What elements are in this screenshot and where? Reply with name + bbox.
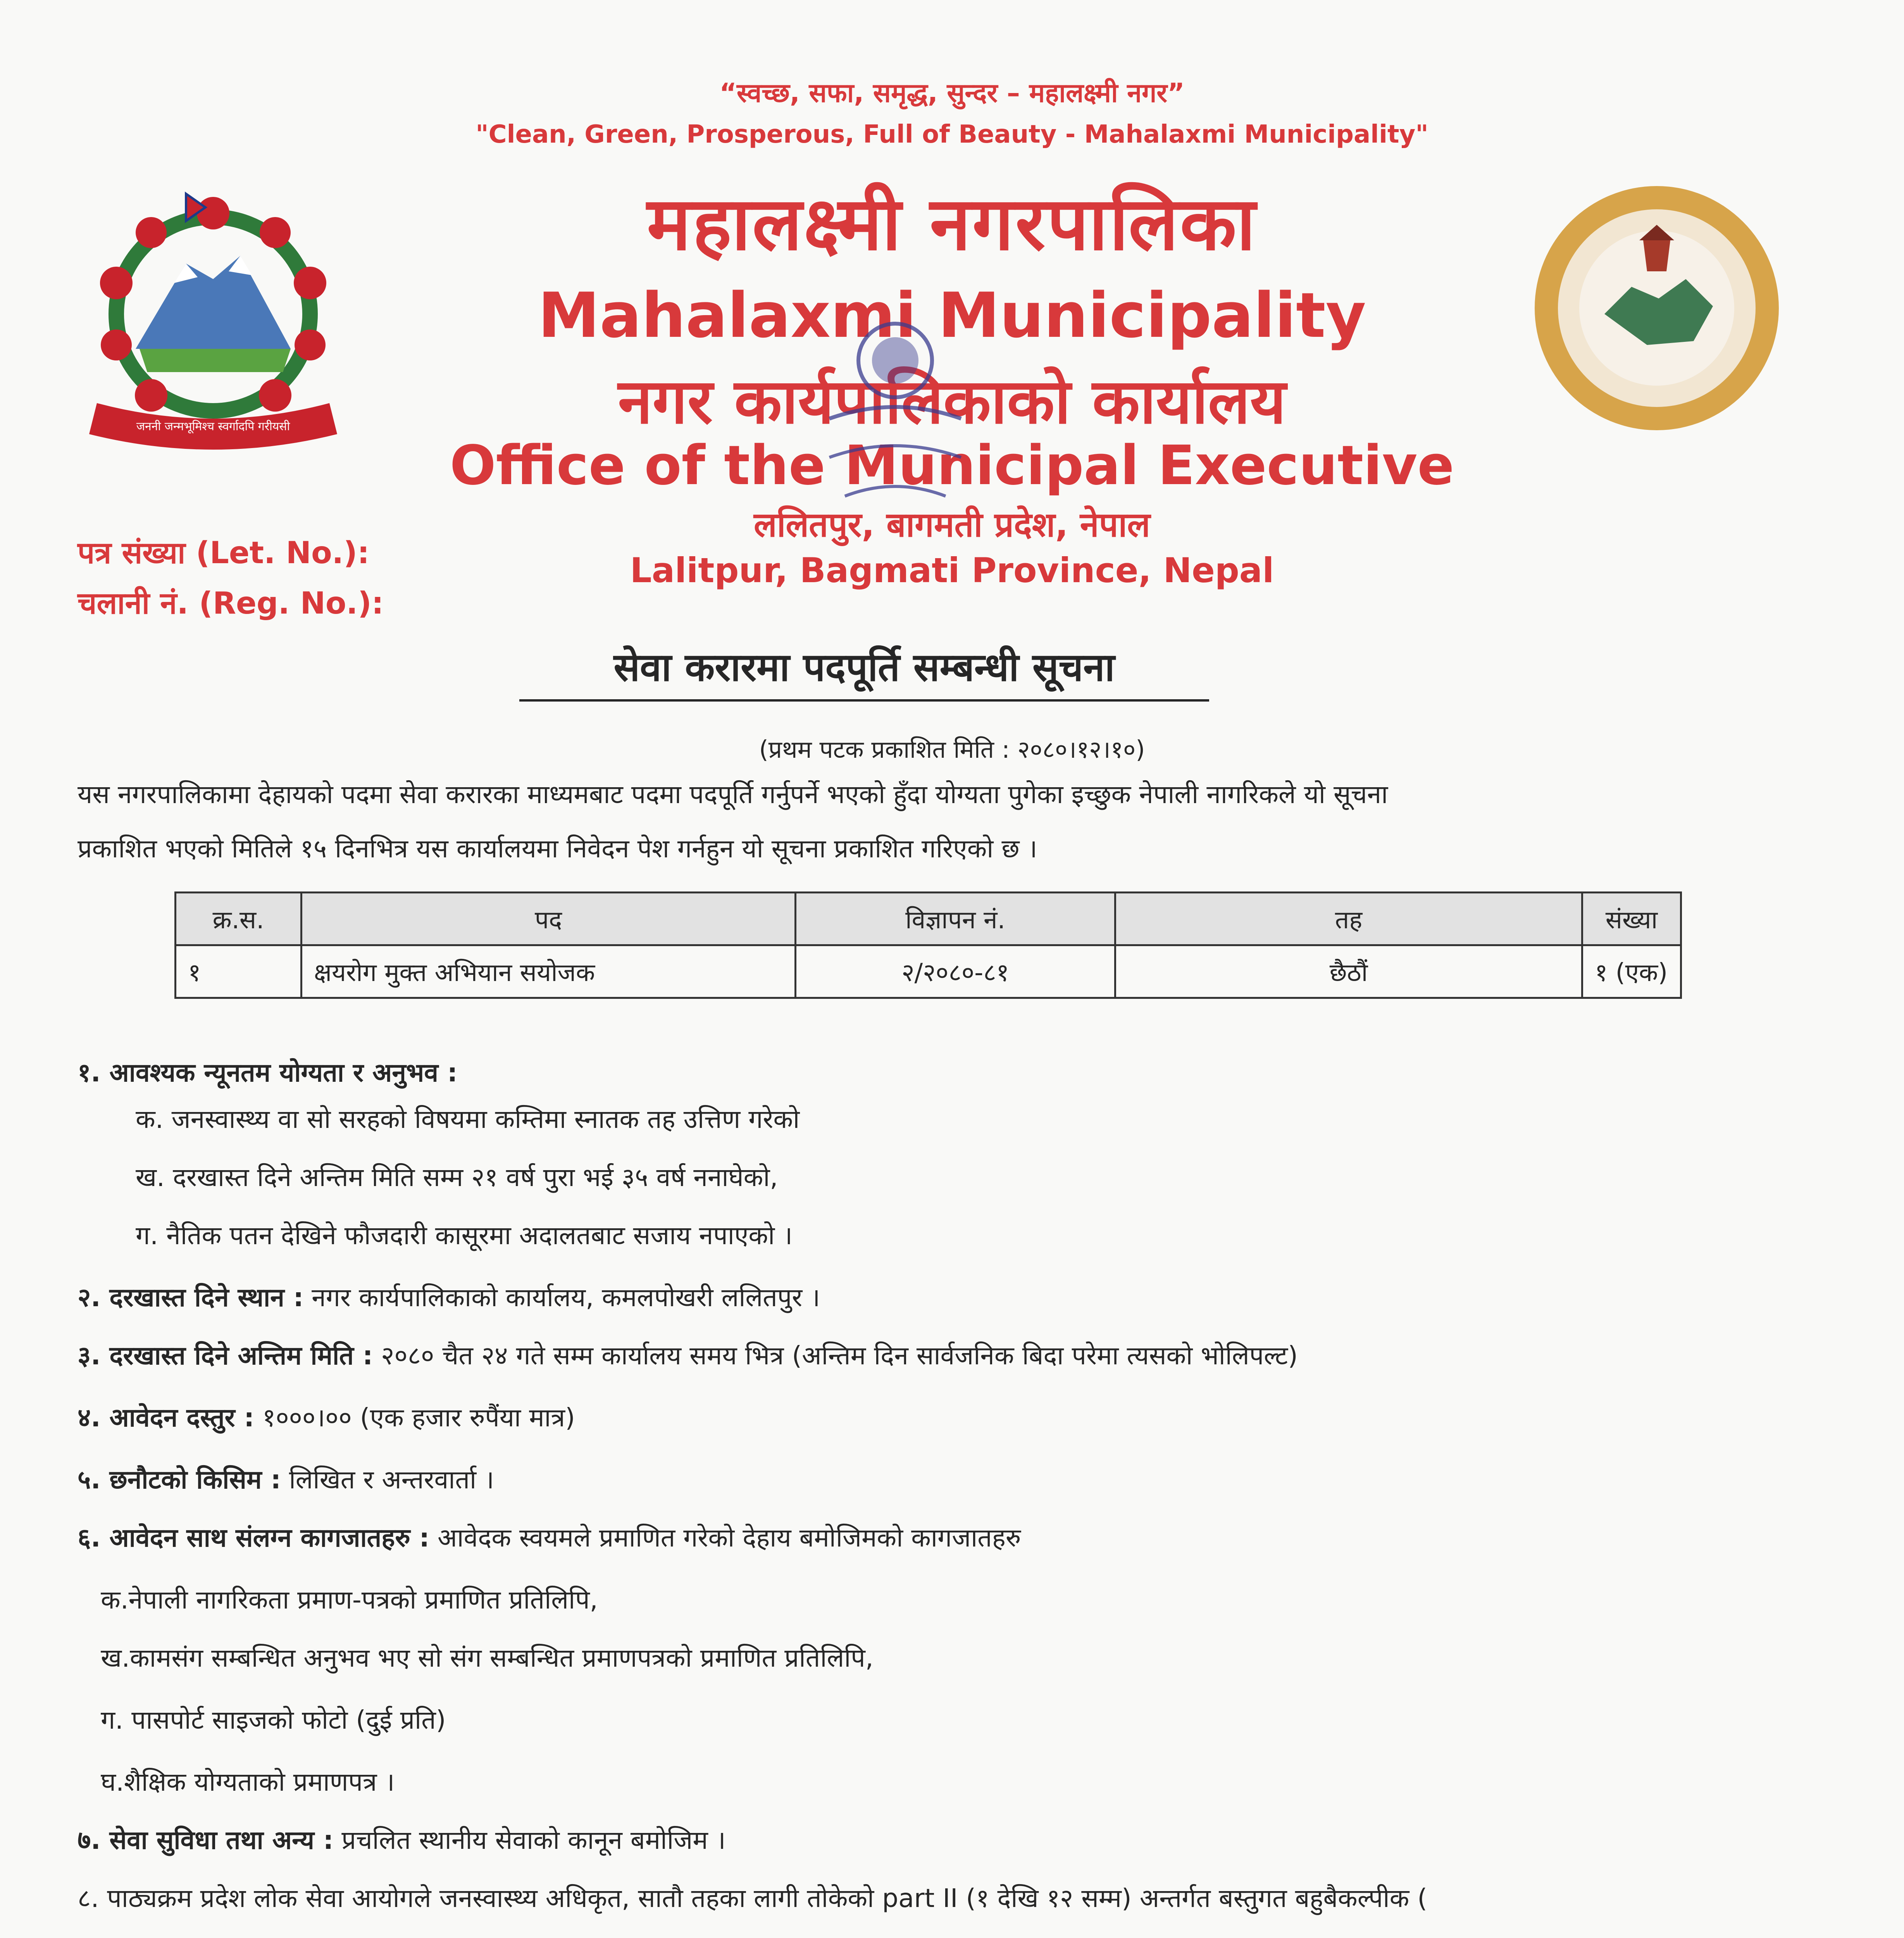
item-4: [78, 1399, 1821, 1434]
item-5-text: लिखित र अन्तरवार्ता ।: [281, 1465, 495, 1495]
intro-line-2: प्रकाशित भएको मितिले १५ दिनभित्र यस कार्यालयमा निवेदन पेश गर्नहुन यो सूचना प्रकाशित गरिएको छ ।: [78, 834, 1037, 864]
item-7-label: ७. सेवा सुविधा तथा अन्य :: [78, 1825, 334, 1855]
item-3-text: २०८० चैत २४ गते सम्म कार्यालय समय भित्र (अन्तिम दिन सार्वजनिक बिदा परेमा त्यसको भोलिपल्ट): [373, 1341, 1298, 1371]
item-2-label: २. दरखास्त दिने स्थान :: [78, 1283, 304, 1312]
table-header-row: [176, 893, 1681, 945]
item-7-text: प्रचलित स्थानीय सेवाको कानून बमोजिम ।: [333, 1825, 726, 1855]
col-advert-no: विज्ञापन नं.: [796, 893, 1115, 945]
item-2: [78, 1279, 1821, 1314]
item-6-c: ग. पासपोर्ट साइजको फोटो (दुई प्रति): [101, 1705, 446, 1735]
item-6-d: घ.शैक्षिक योग्यताको प्रमाणपत्र ।: [101, 1767, 395, 1797]
col-count: संख्या: [1582, 893, 1681, 945]
slogan-english: "Clean, Green, Prosperous, Full of Beauty - Mahalaxmi Municipality": [476, 120, 1428, 149]
letter-number-label: पत्र संख्या (Let. No.):: [78, 536, 370, 571]
item-3-label: ३. दरखास्त दिने अन्तिम मिति :: [78, 1341, 373, 1371]
item-5-label: ५. छनौटको किसिम :: [78, 1465, 281, 1495]
item-6-a: क.नेपाली नागरिकता प्रमाण-पत्रको प्रमाणित प्रतिलिपि,: [101, 1585, 598, 1615]
cell-count: १ (एक): [1582, 945, 1681, 998]
address-english: Lalitpur, Bagmati Province, Nepal: [630, 550, 1274, 590]
cell-level: छैठौं: [1115, 945, 1582, 998]
item-2-text: नगर कार्यपालिकाको कार्यालय, कमलपोखरी ललितपुर ।: [303, 1283, 820, 1312]
table-row: [176, 945, 1681, 998]
item-6-label: ६. आवेदन साथ संलग्न कागजातहरु :: [78, 1523, 430, 1553]
col-position: पद: [302, 893, 796, 945]
item-8-line-1: ८. पाठ्यक्रम प्रदेश लोक सेवा आयोगले जनस्वास्थ्य अधिकृत, सातौ तहका लागी तोकेको part II (१ देखि १२ सम्म) अन्तर्गत बस्तुगत बहुबैकल्पीक (: [78, 1883, 1428, 1913]
item-1-b: ख. दरखास्त दिने अन्तिम मिति सम्म २१ वर्ष पुरा भई ३५ वर्ष ननाघेको,: [136, 1162, 778, 1192]
item-5: [78, 1461, 1821, 1496]
item-7: [78, 1822, 1821, 1857]
col-serial: क्र.स.: [176, 893, 302, 945]
item-4-text: १०००।०० (एक हजार रुपैंया मात्र): [254, 1403, 575, 1433]
municipality-name-nepali: महालक्ष्मी नगरपालिका: [647, 181, 1257, 267]
col-level: तह: [1115, 893, 1582, 945]
cell-position: क्षयरोग मुक्त अभियान सयोजक: [302, 945, 796, 998]
item-1-c: ग. नैतिक पतन देखिने फौजदारी कासूरमा अदालतबाट सजाय नपाएको ।: [136, 1221, 793, 1250]
item-3: [78, 1337, 1821, 1372]
item-1-label: १. आवश्यक न्यूनतम योग्यता र अनुभव :: [78, 1058, 458, 1088]
municipality-name-english: Mahalaxmi Municipality: [538, 279, 1366, 352]
item-6: [78, 1519, 1821, 1554]
registration-number-label: चलानी नं. (Reg. No.):: [78, 586, 384, 621]
item-1-a: क. जनस्वास्थ्य वा सो सरहको विषयमा कम्तिमा स्नातक तह उत्तिण गरेको: [136, 1104, 800, 1134]
cell-advert-no: २/२०८०-८१: [796, 945, 1115, 998]
address-nepali: ललितपुर, बागमती प्रदेश, नेपाल: [753, 505, 1151, 545]
notice-title: सेवा करारमा पदपूर्ति सम्बन्धी सूचना: [519, 640, 1209, 702]
item-6-text: आवेदक स्वयमले प्रमाणित गरेको देहाय बमोजिमको कागजातहरु: [429, 1523, 1021, 1553]
item-4-label: ४. आवेदन दस्तुर :: [78, 1403, 254, 1433]
cell-serial: १: [176, 945, 302, 998]
office-name-nepali: नगर कार्यपालिकाको कार्यालय: [618, 365, 1286, 438]
slogan-nepali: “स्वच्छ, सफा, समृद्ध, सुन्दर – महालक्ष्मी नगर”: [719, 78, 1185, 109]
office-seal-stamp: [814, 318, 977, 535]
intro-line-1: यस नगरपालिकामा देहायको पदमा सेवा करारका माध्यमबाट पदमा पदपूर्ति गर्नुपर्ने भएको हुँदा योग्यता पुगेका इच्छुक नेपाली नागरिकले यो सूचना: [78, 779, 1388, 809]
vacancy-table: [174, 891, 1682, 999]
office-name-english: Office of the Municipal Executive: [450, 434, 1454, 497]
item-6-b: ख.कामसंग सम्बन्धित अनुभव भए सो संग सम्बन्धित प्रमाणपत्रको प्रमाणित प्रतिलिपि,: [101, 1643, 874, 1673]
published-date: (प्रथम पटक प्रकाशित मिति : २०८०।१२।१०): [759, 735, 1145, 764]
emblem-caption: जननी जन्मभूमिश्च स्वर्गादपि गरीयसी: [136, 420, 290, 433]
